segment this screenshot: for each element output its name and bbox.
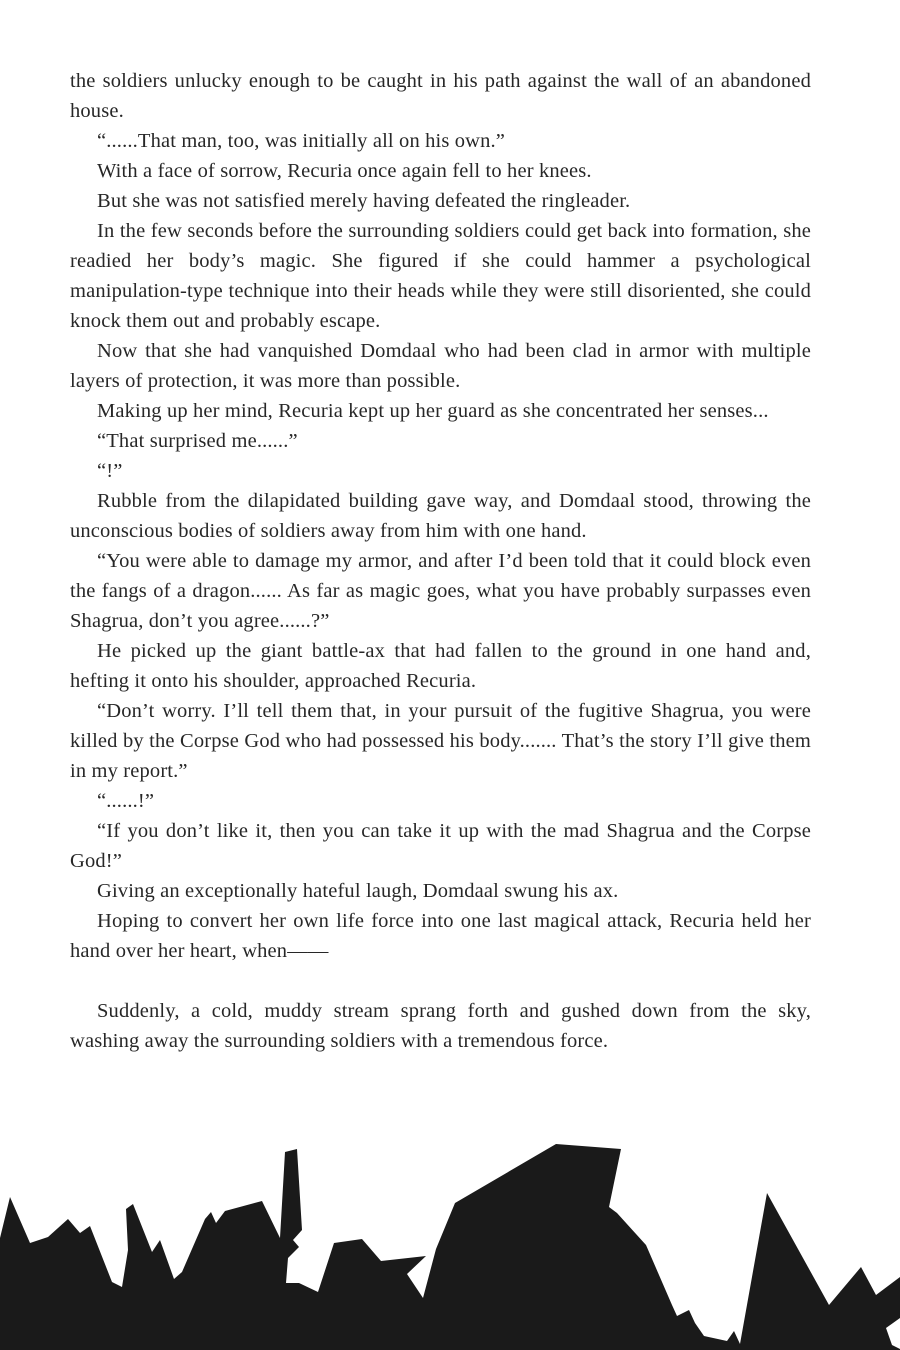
paragraph: Now that she had vanquished Domdaal who had been clad in armor with multiple layers of protection, it was more than possible. [70,340,811,392]
paragraph: “......That man, too, was initially all on his own.” [97,130,506,152]
paragraph: Hoping to convert her own life force into one last magical attack, Recuria held her hand over her heart, when—— [70,910,811,962]
paragraph: In the few seconds before the surrounding soldiers could get back into formation, she readied her body’s magic. She figured if she could hammer a psychological manipulation-type technique into their heads while they were still disoriented, she could knock them out and probably escape. [70,220,811,332]
rubble-outline [0,1144,900,1350]
paragraph: “Don’t worry. I’ll tell them that, in your pursuit of the fugitive Shagrua, you were killed by the Corpse God who had possessed his body....... That’s the story I’ll give them in my report.” [70,700,811,782]
paragraph: “That surprised me......” [97,430,298,452]
paragraph: the soldiers unlucky enough to be caught in his path against the wall of an abandoned house. [70,70,811,122]
paragraph: Making up her mind, Recuria kept up her guard as she concentrated her senses... [97,400,769,422]
paragraph: Giving an exceptionally hateful laugh, Domdaal swung his ax. [97,880,619,902]
paragraph: Rubble from the dilapidated building gave way, and Domdaal stood, throwing the unconscious bodies of soldiers away from him with one hand. [70,490,811,542]
paragraph: But she was not satisfied merely having defeated the ringleader. [97,190,631,212]
paragraph: Suddenly, a cold, muddy stream sprang forth and gushed down from the sky, washing away the surrounding soldiers with a tremendous force. [70,1000,811,1052]
rubble-silhouette-illustration [0,1138,900,1350]
paragraph: “You were able to damage my armor, and after I’d been told that it could block even the fangs of a dragon...... As far as magic goes, what you have probably surpasses even Shagrua, don’t you agree......?” [70,550,811,632]
page-text [70,66,811,1056]
paragraph: “......!” [97,790,155,812]
paragraph: He picked up the giant battle-ax that had fallen to the ground in one hand and, hefting it onto his shoulder, approached Recuria. [70,640,811,692]
paragraph: “!” [97,460,123,482]
paragraph: “If you don’t like it, then you can take it up with the mad Shagrua and the Corpse God!” [70,820,811,872]
paragraph: With a face of sorrow, Recuria once again fell to her knees. [97,160,592,182]
